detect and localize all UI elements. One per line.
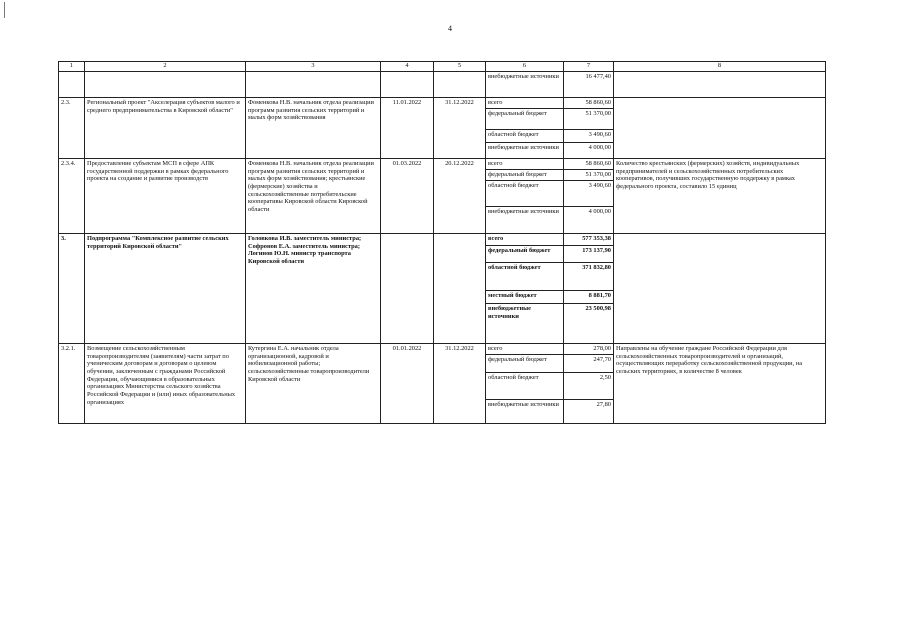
funding-source: внебюджетные источники bbox=[486, 143, 564, 159]
column-header: 5 bbox=[434, 62, 486, 72]
result-description: Количество крестьянских (фермерских) хозяйств, индивидуальных предпринимателей и сельскохозяйственных потребительских кооперативов, получивших государственную поддержку в рамках федерального проекта, составило 15 единиц bbox=[614, 159, 826, 234]
row-number: 3.2.1. bbox=[59, 344, 85, 424]
funding-amount: 4 000,00 bbox=[564, 143, 614, 159]
event-name bbox=[85, 72, 246, 98]
funding-source: местный бюджет bbox=[486, 291, 564, 304]
funding-source: внебюджетные источники bbox=[486, 400, 564, 424]
column-header: 3 bbox=[246, 62, 381, 72]
funding-amount: 3 490,60 bbox=[564, 130, 614, 143]
funding-amount: 23 500,98 bbox=[564, 304, 614, 344]
column-header: 6 bbox=[486, 62, 564, 72]
result-description bbox=[614, 98, 826, 159]
column-header: 7 bbox=[564, 62, 614, 72]
column-header: 8 bbox=[614, 62, 826, 72]
table-row bbox=[59, 98, 826, 109]
table-body bbox=[59, 72, 826, 424]
funding-amount: 173 137,90 bbox=[564, 246, 614, 263]
event-name: Региональный проект "Акселерация субъектов малого и среднего предпринимательства в Кировской области" bbox=[85, 98, 246, 159]
funding-source: областной бюджет bbox=[486, 181, 564, 207]
executor: Кутергина Е.А. начальник отдела организационной, кадровой и мобилизационной работы; сельскохозяйственные товаропроизводители Кировской области bbox=[246, 344, 381, 424]
funding-source: внебюджетные источники bbox=[486, 207, 564, 234]
funding-amount: 247,70 bbox=[564, 355, 614, 373]
funding-source: областной бюджет bbox=[486, 373, 564, 400]
table-row bbox=[59, 344, 826, 355]
column-header: 1 bbox=[59, 62, 85, 72]
funding-amount: 8 881,70 bbox=[564, 291, 614, 304]
executor: Головкова И.В. заместитель министра; Софронов Е.А. заместитель министра; Логинов Ю.Н. министр транспорта Кировской области bbox=[246, 234, 381, 344]
funding-amount: 51 370,00 bbox=[564, 109, 614, 130]
funding-source: федеральный бюджет bbox=[486, 355, 564, 373]
end-date bbox=[434, 72, 486, 98]
funding-source: областной бюджет bbox=[486, 130, 564, 143]
result-description bbox=[614, 72, 826, 98]
table-row bbox=[59, 234, 826, 246]
funding-amount: 58 860,60 bbox=[564, 98, 614, 109]
page-number: 4 bbox=[448, 24, 452, 33]
funding-amount: 4 000,00 bbox=[564, 207, 614, 234]
event-name: Возмещение сельскохозяйственным товаропроизводителям (заявителям) части затрат по ученическим договорам и договорам о целевом обучении, заключенным с гражданами Российской Федерации, обучающимися в образовательных организациях Министерства сельского хозяйства Российской Федерации и (или) иных образовательных организациях bbox=[85, 344, 246, 424]
funding-source: внебюджетные источники bbox=[486, 72, 564, 98]
funding-amount: 51 370,00 bbox=[564, 170, 614, 181]
funding-amount: 371 832,80 bbox=[564, 263, 614, 291]
event-name: Предоставление субъектам МСП в сфере АПК государственной поддержки в рамках федерального проекта на создание и развитие производств bbox=[85, 159, 246, 234]
end-date: 31.12.2022 bbox=[434, 98, 486, 159]
funding-amount: 577 353,38 bbox=[564, 234, 614, 246]
funding-source: внебюджетные источники bbox=[486, 304, 564, 344]
funding-amount: 278,00 bbox=[564, 344, 614, 355]
funding-source: федеральный бюджет bbox=[486, 246, 564, 263]
end-date: 31.12.2022 bbox=[434, 344, 486, 424]
start-date bbox=[381, 234, 434, 344]
executor: Фоменкова Н.В. начальник отдела реализации программ развития сельских территорий и малых форм хозяйствования; крестьянские (фермерские) хозяйства и сельскохозяйственные потребительские кооперативы Кировской области Кировской области bbox=[246, 159, 381, 234]
row-number bbox=[59, 72, 85, 98]
start-date: 01.03.2022 bbox=[381, 159, 434, 234]
funding-source: всего bbox=[486, 344, 564, 355]
executor: Фоменкова Н.В. начальник отдела реализации программ развития сельских территорий и малых форм хозяйствования bbox=[246, 98, 381, 159]
funding-source: всего bbox=[486, 98, 564, 109]
table-row bbox=[59, 72, 826, 98]
funding-amount: 27,80 bbox=[564, 400, 614, 424]
table-row bbox=[59, 159, 826, 170]
result-description: Направлены на обучение граждане Российской Федерации для сельскохозяйственных товаропроизводителей и организаций, осуществляющих переработку сельскохозяйственной продукции, на сельских территориях, в количестве 8 человек bbox=[614, 344, 826, 424]
funding-source: всего bbox=[486, 159, 564, 170]
start-date: 11.01.2022 bbox=[381, 98, 434, 159]
program-table bbox=[58, 61, 826, 424]
scan-edge-mark bbox=[4, 2, 5, 18]
start-date: 01.01.2022 bbox=[381, 344, 434, 424]
end-date bbox=[434, 234, 486, 344]
row-number: 2.3. bbox=[59, 98, 85, 159]
funding-source: федеральный бюджет bbox=[486, 170, 564, 181]
event-name: Подпрограмма "Комплексное развитие сельских территорий Кировской области" bbox=[85, 234, 246, 344]
funding-amount: 16 477,40 bbox=[564, 72, 614, 98]
column-header: 4 bbox=[381, 62, 434, 72]
executor bbox=[246, 72, 381, 98]
start-date bbox=[381, 72, 434, 98]
end-date: 20.12.2022 bbox=[434, 159, 486, 234]
header-row bbox=[59, 62, 826, 72]
result-description bbox=[614, 234, 826, 344]
column-header: 2 bbox=[85, 62, 246, 72]
funding-amount: 3 490,60 bbox=[564, 181, 614, 207]
funding-amount: 2,50 bbox=[564, 373, 614, 400]
funding-source: областной бюджет bbox=[486, 263, 564, 291]
funding-source: федеральный бюджет bbox=[486, 109, 564, 130]
row-number: 3. bbox=[59, 234, 85, 344]
funding-source: всего bbox=[486, 234, 564, 246]
funding-amount: 58 860,60 bbox=[564, 159, 614, 170]
row-number: 2.3.4. bbox=[59, 159, 85, 234]
